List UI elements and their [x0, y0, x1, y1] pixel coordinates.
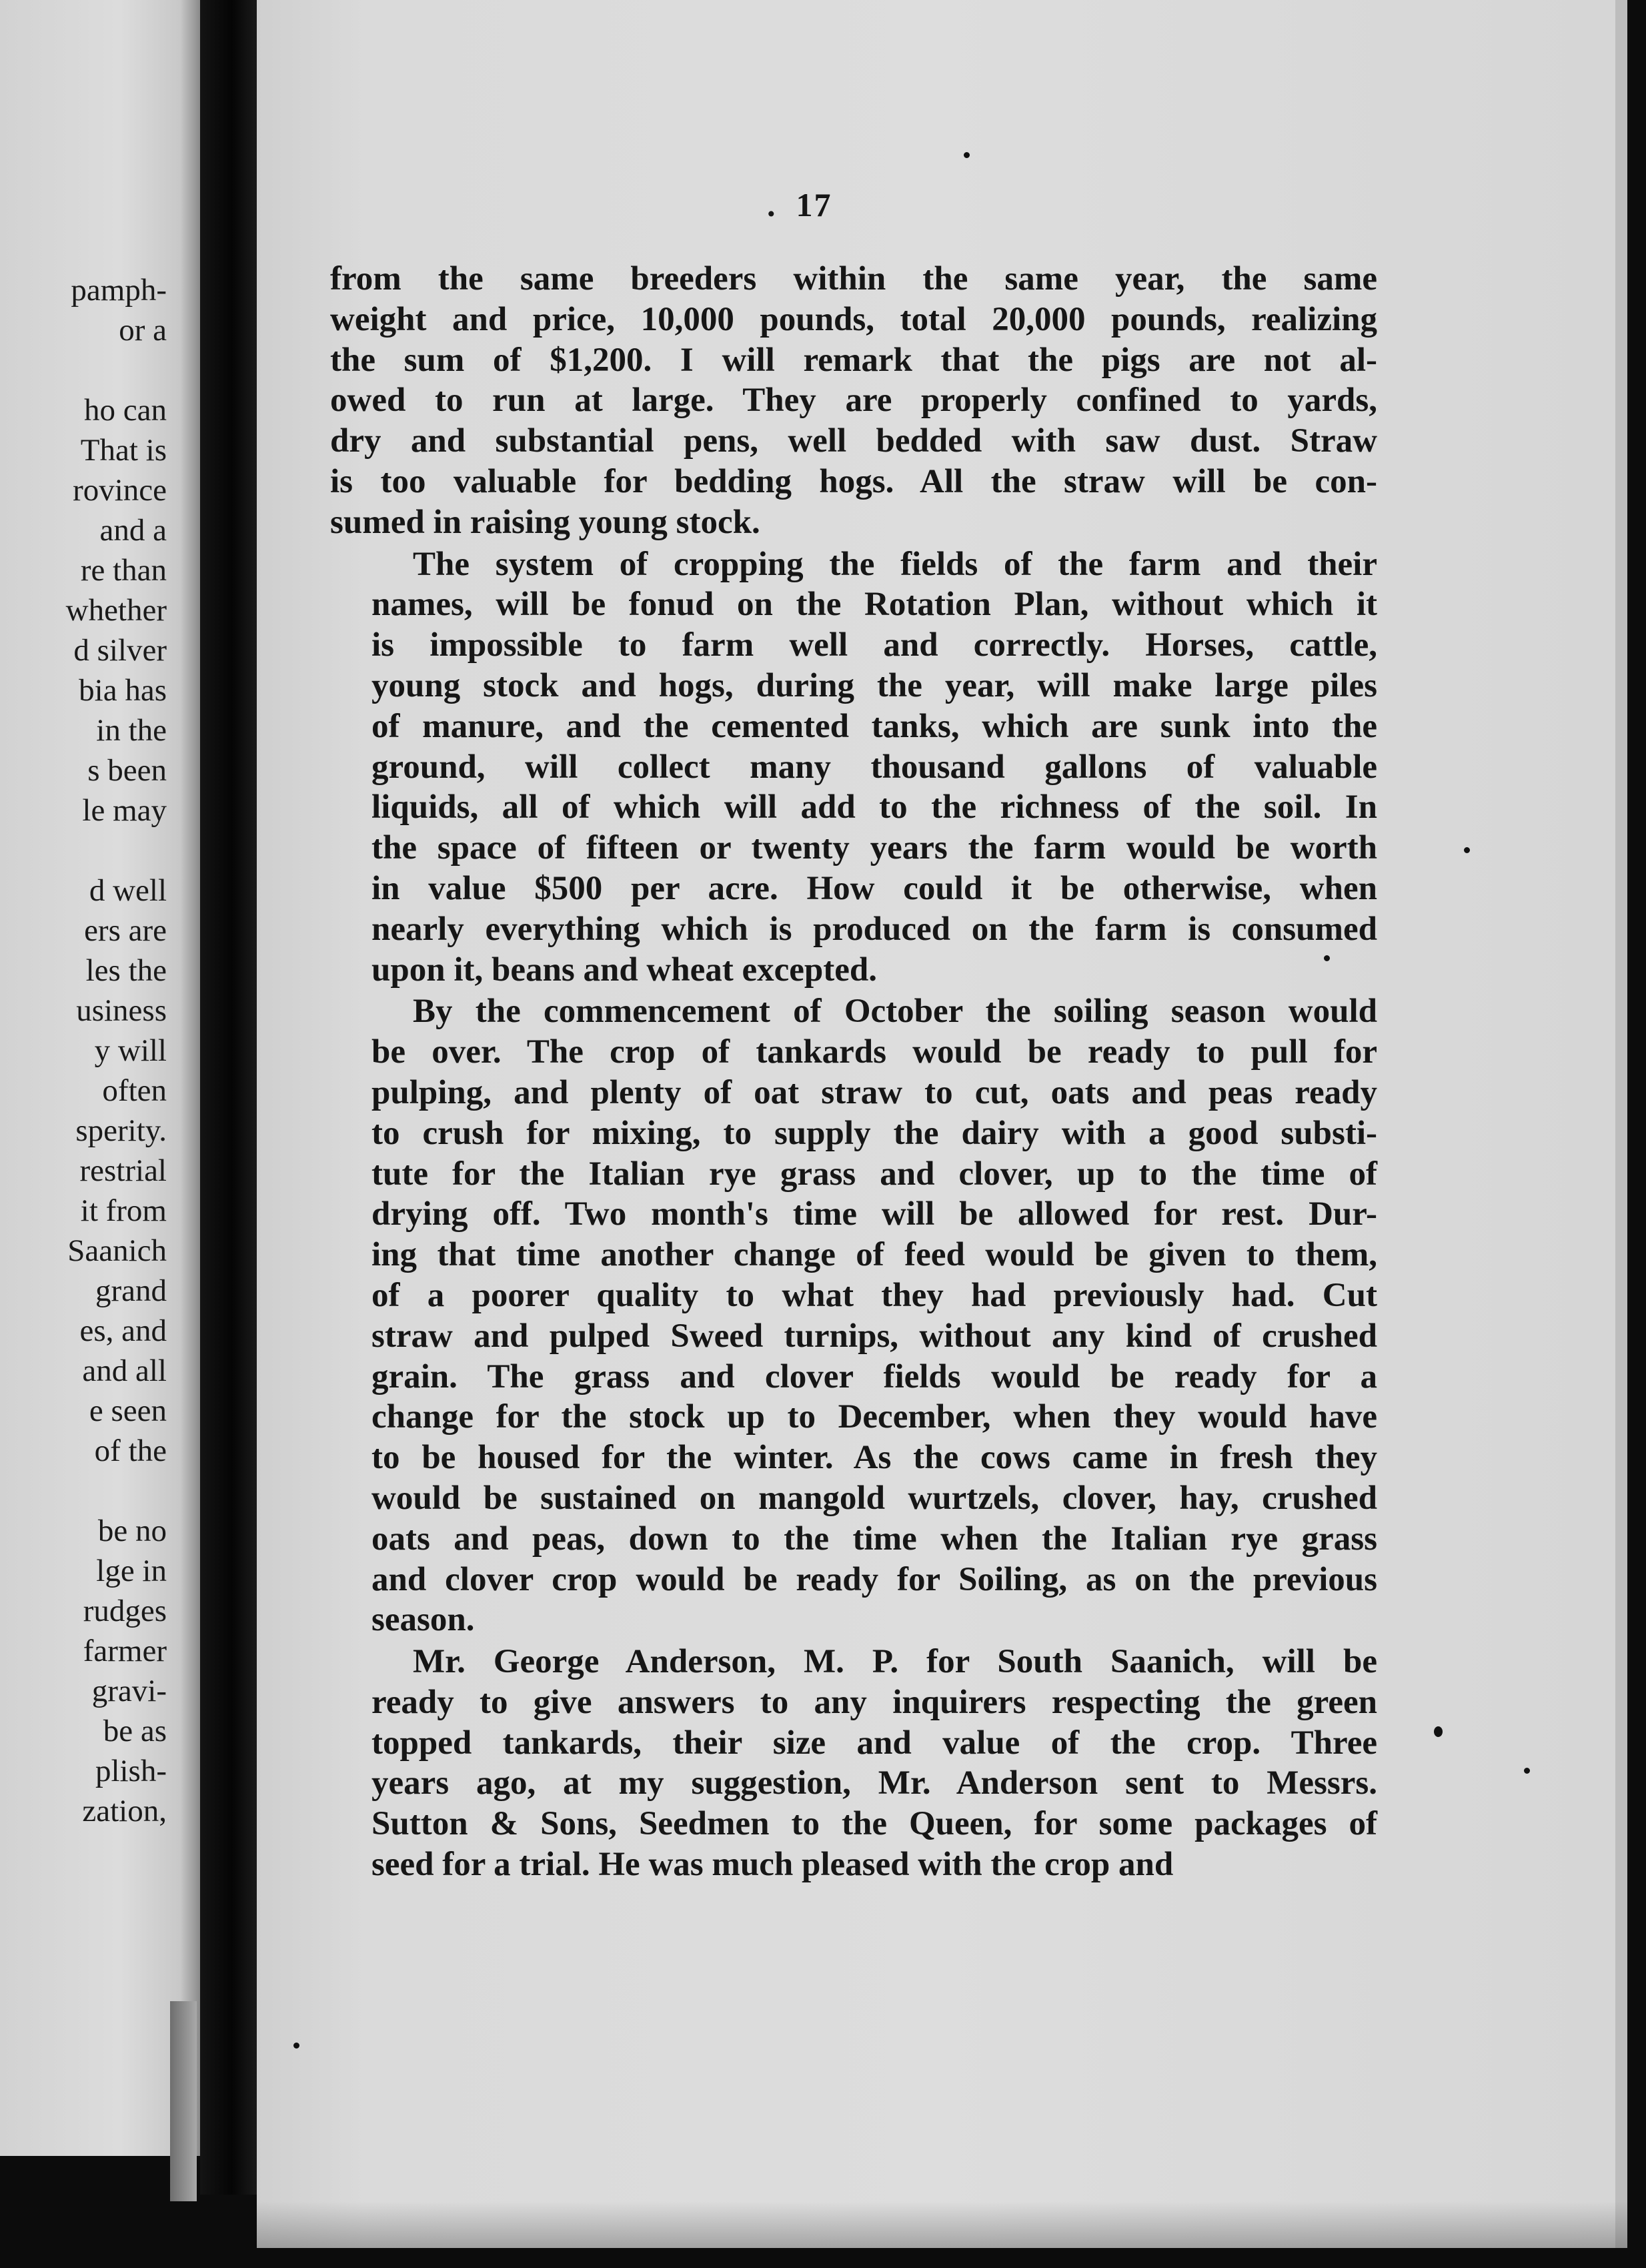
text-line: would be sustained on mangold wurtzels, clover, hay, crushed	[371, 1479, 1377, 1517]
left-page-line: d silver	[73, 633, 167, 668]
text-line: is impossible to farm well and correctly. Horses, cattle,	[371, 626, 1377, 664]
left-page-line: bia has	[79, 673, 167, 708]
text-line: season.	[371, 1601, 475, 1639]
spine-edge	[170, 2001, 197, 2201]
text-line: seed for a trial. He was much pleased with the crop and	[371, 1846, 1174, 1884]
left-page	[0, 0, 200, 2156]
print-speck	[293, 2043, 299, 2049]
left-page-line: grand	[95, 1273, 167, 1308]
text-line: is too valuable for bedding hogs. All the straw will be con-	[330, 462, 1377, 500]
left-page-line: re than	[80, 553, 167, 588]
paragraph	[330, 259, 1377, 543]
text-line: Mr. George Anderson, M. P. for South Saanich, will be	[413, 1643, 1377, 1681]
page-number-value: 17	[796, 186, 832, 223]
left-page-line: rovince	[73, 473, 167, 508]
paragraph	[330, 544, 1377, 991]
text-line: years ago, at my suggestion, Mr. Anderson sent to Messrs.	[371, 1764, 1377, 1802]
text-line: weight and price, 10,000 pounds, total 20,000 pounds, realizing	[330, 300, 1377, 338]
left-page-line: gravi-	[91, 1674, 167, 1708]
text-line: oats and peas, down to the time when the Italian rye grass	[371, 1520, 1377, 1558]
left-page-line: les the	[85, 953, 167, 988]
text-line: sumed in raising young stock.	[330, 503, 760, 541]
left-page-line: or a	[119, 313, 167, 348]
text-line: ready to give answers to any inquirers respecting the green	[371, 1683, 1377, 1721]
left-page-line: whether	[65, 593, 167, 628]
left-page-line: of the	[94, 1434, 167, 1468]
body-text	[330, 259, 1377, 1885]
text-line: in value $500 per acre. How could it be otherwise, when	[371, 869, 1377, 907]
text-line: of manure, and the cemented tanks, which are sunk into the	[371, 707, 1377, 745]
text-line: upon it, beans and wheat excepted.	[371, 951, 878, 989]
text-line: grain. The grass and clover fields would be ready for a	[371, 1357, 1377, 1395]
book-gutter	[200, 0, 263, 2195]
text-line: be over. The crop of tankards would be ready to pull for	[371, 1033, 1377, 1071]
text-line: topped tankards, their size and value of the crop. Three	[371, 1724, 1377, 1762]
text-line: and clover crop would be ready for Soiling, as on the previous	[371, 1560, 1377, 1598]
text-line: pulping, and plenty of oat straw to cut, oats and peas ready	[371, 1073, 1377, 1111]
paragraph	[330, 1642, 1377, 1885]
print-speck	[964, 152, 970, 158]
left-page-line: and a	[99, 513, 167, 548]
print-speck	[1524, 1768, 1530, 1774]
print-speck	[1434, 1726, 1443, 1737]
page-number-dot: .	[767, 186, 777, 223]
left-page-line: lge in	[96, 1554, 167, 1588]
text-line: Sutton & Sons, Seedmen to the Queen, for some packages of	[371, 1805, 1377, 1843]
left-page-line: d well	[89, 873, 167, 908]
left-page-line: farmer	[83, 1634, 167, 1668]
left-page-line: That is	[80, 433, 167, 468]
text-line: dry and substantial pens, well bedded with saw dust. Straw	[330, 422, 1377, 460]
left-page-line: zation,	[82, 1794, 167, 1828]
left-page-line: le may	[82, 793, 167, 828]
paragraph	[330, 991, 1377, 1640]
left-page-line: restrial	[79, 1153, 167, 1188]
left-page-line: plish-	[95, 1754, 167, 1788]
text-line: the sum of $1,200. I will remark that the pigs are not al-	[330, 341, 1377, 379]
left-page-text	[66, 270, 167, 1831]
left-page-line: in the	[96, 713, 167, 748]
text-line: change for the stock up to December, when they would have	[371, 1398, 1377, 1436]
page-number	[767, 185, 832, 224]
text-line: liquids, all of which will add to the richness of the soil. In	[371, 788, 1377, 826]
text-line: names, will be fonud on the Rotation Plan, without which it	[371, 586, 1377, 624]
left-page-line: and all	[82, 1353, 167, 1388]
text-line: of a poorer quality to what they had previously had. Cut	[371, 1276, 1377, 1314]
left-page-line	[66, 1471, 167, 1511]
left-page-line: ers are	[84, 913, 167, 948]
left-page-line: y will	[94, 1033, 167, 1068]
left-page-line: be no	[97, 1514, 167, 1548]
left-page-line: es, and	[79, 1313, 167, 1348]
text-line: to crush for mixing, to supply the dairy with a good substi-	[371, 1114, 1377, 1152]
left-page-line: it from	[80, 1193, 167, 1228]
text-line: to be housed for the winter. As the cows came in fresh they	[371, 1439, 1377, 1477]
left-page-line: be as	[103, 1714, 167, 1748]
left-page-line: ho can	[84, 393, 167, 428]
text-line: tute for the Italian rye grass and clover, up to the time of	[371, 1155, 1377, 1193]
left-page-line: sperity.	[75, 1113, 167, 1148]
print-speck	[1464, 847, 1470, 853]
text-line: owed to run at large. They are properly confined to yards,	[330, 382, 1377, 420]
text-line: nearly everything which is produced on the farm is consumed	[371, 910, 1377, 948]
text-line: ground, will collect many thousand gallons of valuable	[371, 748, 1377, 786]
left-page-line: usiness	[76, 993, 167, 1028]
left-page-line: Saanich	[67, 1233, 167, 1268]
text-line: The system of cropping the fields of the farm and their	[413, 545, 1377, 583]
left-page-line: e seen	[89, 1393, 167, 1428]
text-line: straw and pulped Sweed turnips, without any kind of crushed	[371, 1317, 1377, 1355]
text-line: ing that time another change of feed would be given to them,	[371, 1236, 1377, 1274]
left-page-line: s been	[87, 753, 167, 788]
page-shadow	[257, 2201, 1627, 2248]
left-page-line: pamph-	[71, 273, 167, 308]
text-line: from the same breeders within the same year, the same	[330, 260, 1377, 298]
left-page-line: rudges	[83, 1594, 167, 1628]
text-line: the space of fifteen or twenty years the farm would be worth	[371, 829, 1377, 867]
left-page-line	[66, 830, 167, 871]
text-line: drying off. Two month's time will be allowed for rest. Dur-	[371, 1195, 1377, 1233]
left-page-line: often	[102, 1073, 167, 1108]
left-page-line	[66, 350, 167, 390]
text-line: By the commencement of October the soiling season would	[413, 993, 1377, 1031]
text-line: young stock and hogs, during the year, will make large piles	[371, 666, 1377, 704]
